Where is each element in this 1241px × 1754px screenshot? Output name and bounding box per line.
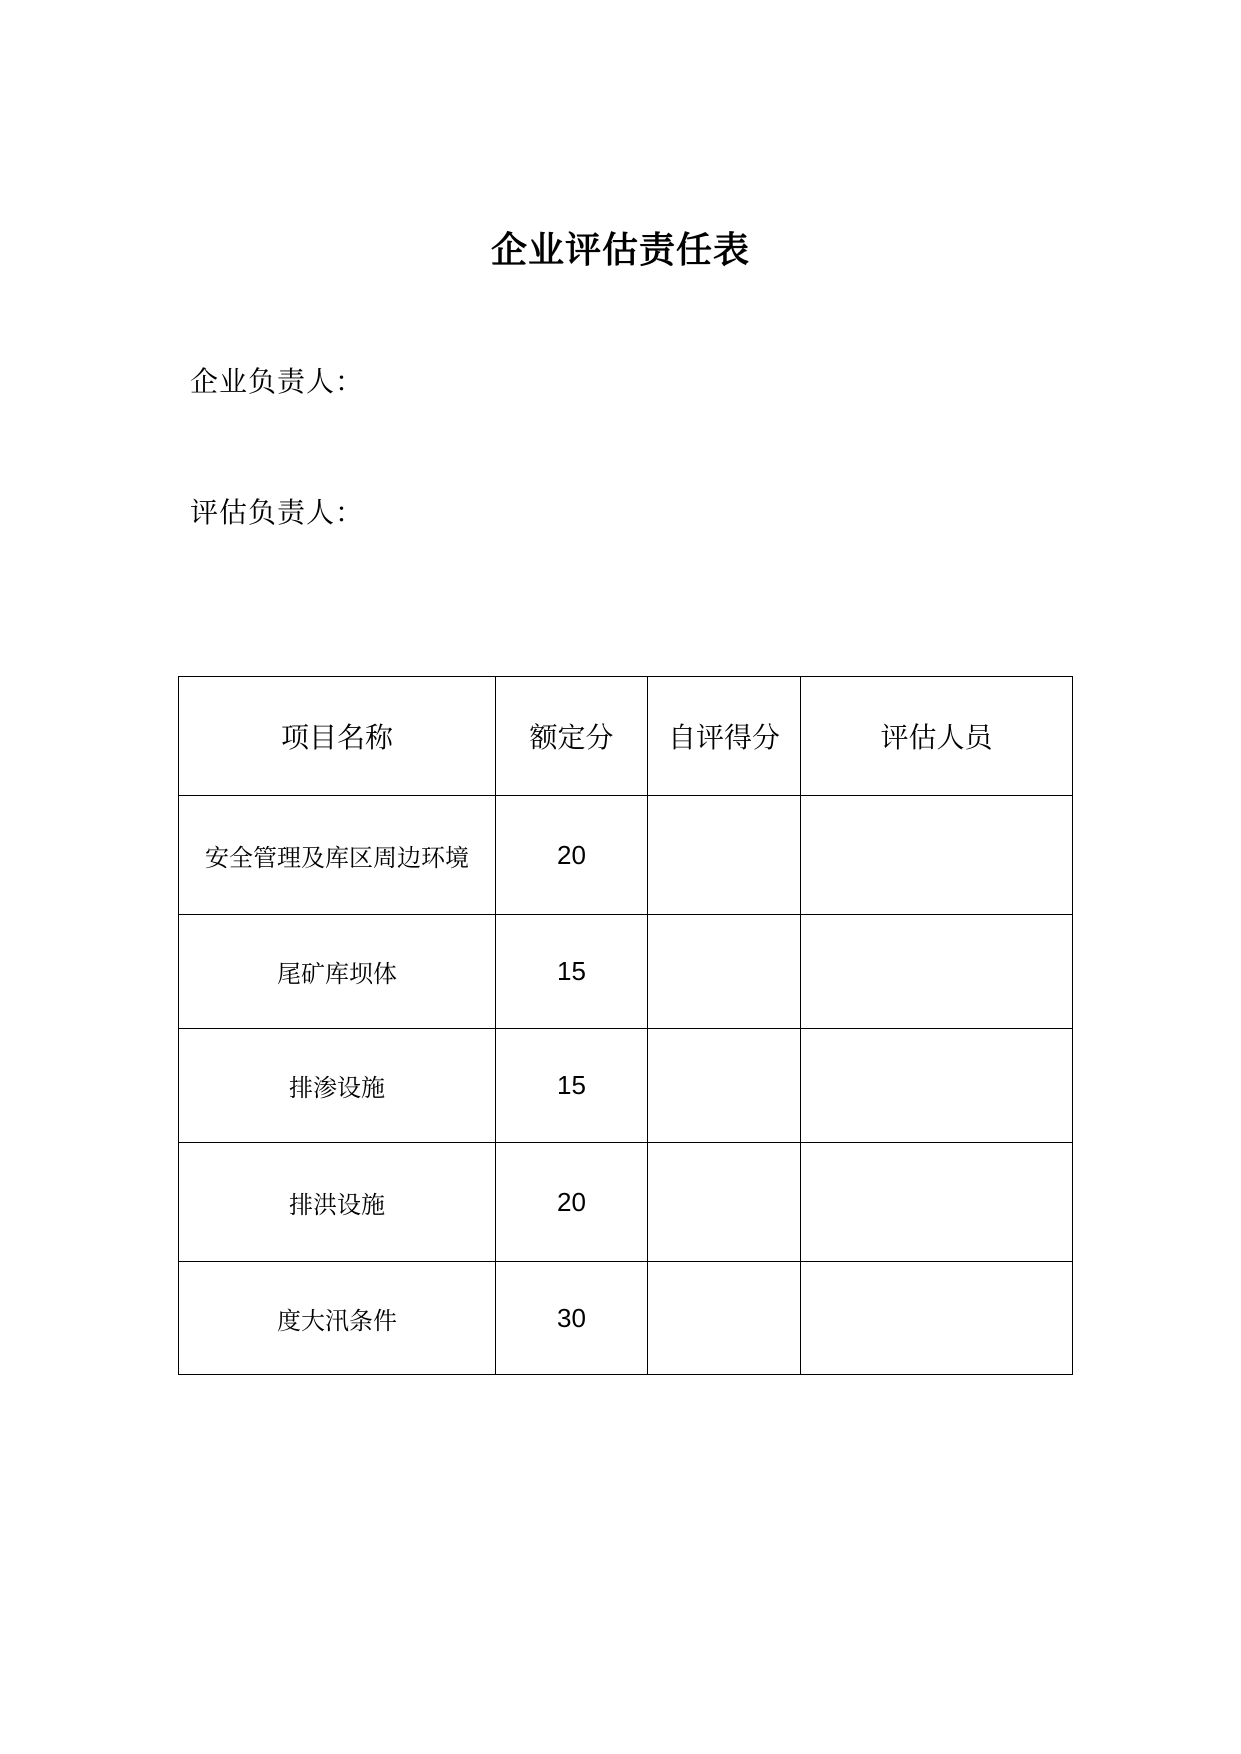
evaluator-cell[interactable] (801, 915, 1073, 1029)
item-name-cell: 安全管理及库区周边环境 (179, 796, 496, 915)
self-score-cell[interactable] (648, 915, 801, 1029)
table-row (179, 1143, 1073, 1262)
evaluation-owner-field[interactable] (190, 491, 364, 531)
table-row (179, 1029, 1073, 1143)
rated-score-cell: 30 (496, 1262, 648, 1375)
evaluator-cell[interactable] (801, 1029, 1073, 1143)
item-name-cell: 排渗设施 (179, 1029, 496, 1143)
evaluation-owner-label: 评估负责人： (190, 496, 365, 529)
rated-score-cell: 15 (496, 1029, 648, 1143)
score-table (178, 676, 1073, 1375)
item-name-cell: 尾矿库坝体 (179, 915, 496, 1029)
page-title: 企业评估责任表 (490, 229, 750, 271)
table-row (179, 915, 1073, 1029)
header-item-name: 项目名称 (179, 677, 496, 796)
enterprise-owner-field[interactable] (190, 360, 364, 400)
self-score-cell[interactable] (648, 796, 801, 915)
evaluator-cell[interactable] (801, 1262, 1073, 1375)
table-row (179, 1262, 1073, 1375)
self-score-cell[interactable] (648, 1029, 801, 1143)
table-row (179, 796, 1073, 915)
item-name-cell: 度大汛条件 (179, 1262, 496, 1375)
rated-score-cell: 15 (496, 915, 648, 1029)
enterprise-owner-label: 企业负责人： (190, 365, 365, 398)
header-self-score: 自评得分 (648, 677, 801, 796)
evaluator-cell[interactable] (801, 796, 1073, 915)
rated-score-cell: 20 (496, 796, 648, 915)
rated-score-cell: 20 (496, 1143, 648, 1262)
self-score-cell[interactable] (648, 1143, 801, 1262)
header-rated-score: 额定分 (496, 677, 648, 796)
evaluator-cell[interactable] (801, 1143, 1073, 1262)
table-header-row (179, 677, 1073, 796)
self-score-cell[interactable] (648, 1262, 801, 1375)
item-name-cell: 排洪设施 (179, 1143, 496, 1262)
header-evaluator: 评估人员 (801, 677, 1073, 796)
